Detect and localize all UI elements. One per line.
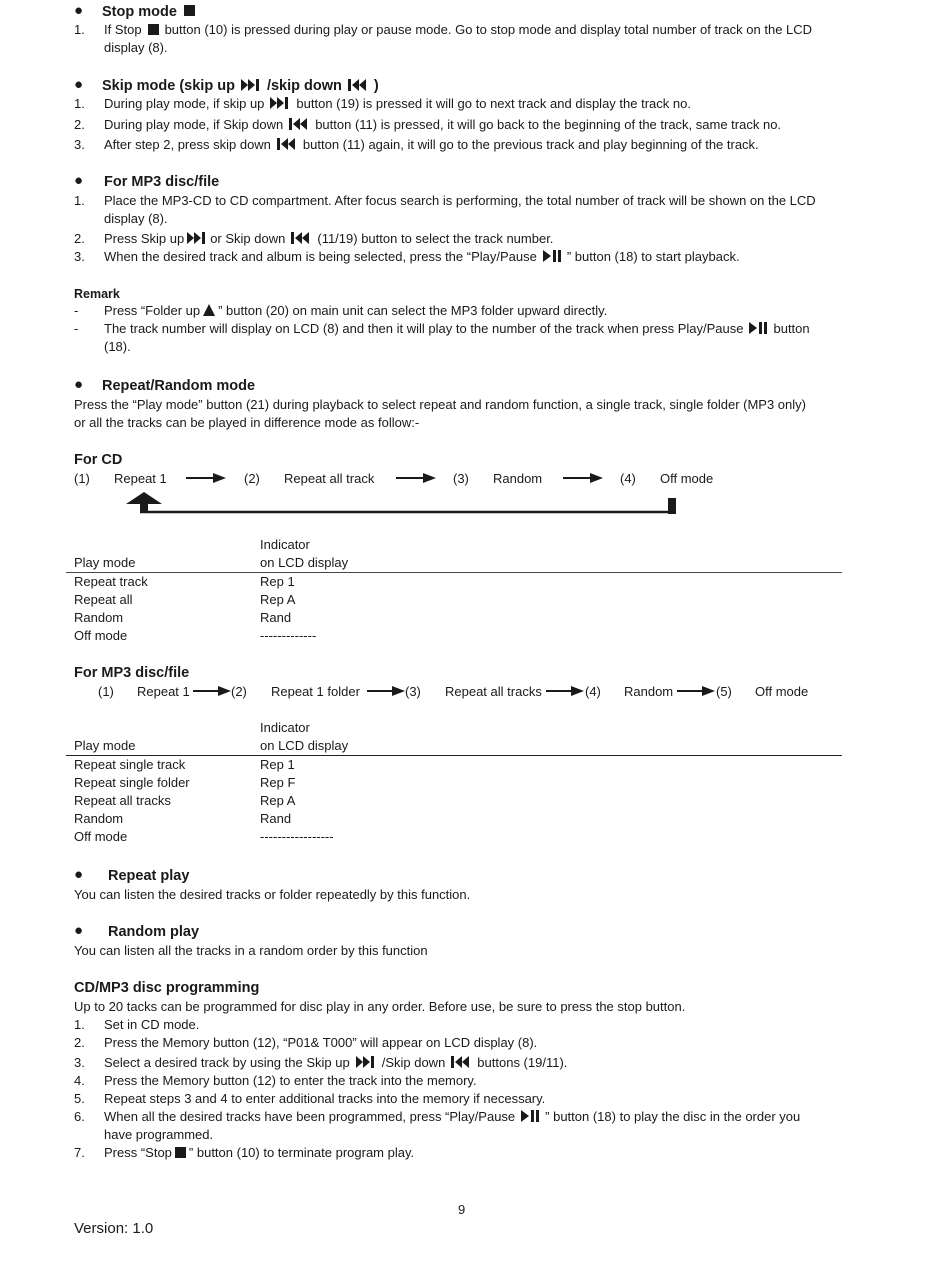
table-header-indicator-2: on LCD display: [260, 555, 349, 570]
play-pause-icon: [749, 322, 767, 338]
list-item-text: Select a desired track by using the Skip up /Skip down buttons (19/11).: [104, 1055, 568, 1070]
bullet-icon: ●: [74, 922, 84, 939]
table-cell-indicator: Rep 1: [260, 757, 295, 772]
paragraph: Up to 20 tacks can be programmed for disc play in any order. Before use, be sure to press the stop button.: [74, 999, 686, 1014]
table-cell-mode: Random: [74, 610, 124, 625]
skip-down-icon: [291, 232, 311, 248]
table-cell-mode: Random: [74, 811, 124, 826]
list-item-text: Press “Stop ” button (10) to terminate program play.: [104, 1145, 415, 1160]
list-number: 3.: [74, 1055, 85, 1070]
bullet-icon: ●: [74, 376, 84, 393]
table-header-indicator: Indicator: [260, 537, 310, 552]
loop-back-arrow: [122, 490, 682, 518]
skip-up-icon: [241, 78, 261, 96]
arrow-right-icon: [396, 472, 436, 484]
table-cell-indicator: Rand: [260, 811, 292, 826]
list-number: 2.: [74, 117, 85, 132]
paragraph: or all the tracks can be played in difference mode as follow:-: [74, 415, 420, 430]
list-dash: -: [74, 321, 79, 336]
paragraph: You can listen the desired tracks or folder repeatedly by this function.: [74, 887, 471, 902]
mp3-heading: For MP3 disc/file: [104, 174, 220, 190]
flow-step-label: Repeat 1 folder: [271, 684, 360, 699]
flow-step-number: (3): [453, 471, 469, 486]
list-item-text: The track number will display on LCD (8) and then it will play to the number of the track when press Play/Pause button: [104, 321, 810, 336]
repeat-random-heading: Repeat/Random mode: [102, 378, 256, 394]
list-number: 5.: [74, 1091, 85, 1106]
stop-icon: [148, 23, 159, 39]
table-cell-indicator: -----------------: [260, 829, 334, 844]
list-number: 1.: [74, 1017, 85, 1032]
skip-down-icon: [451, 1056, 471, 1072]
list-item-continuation: display (8).: [104, 211, 168, 226]
version-label: Version: 1.0: [74, 1220, 154, 1237]
list-item-text: After step 2, press skip down button (11) again, it will go to the previous track and play beginning of the track.: [104, 137, 759, 152]
flow-step-label: Repeat all tracks: [445, 684, 542, 699]
list-item-text: Repeat steps 3 and 4 to enter additional tracks into the memory if necessary.: [104, 1091, 546, 1106]
table-cell-indicator: Rep 1: [260, 574, 295, 589]
table-divider: [66, 572, 842, 573]
play-pause-icon: [521, 1110, 539, 1126]
table-cell-mode: Repeat all: [74, 592, 133, 607]
table-header-play-mode: Play mode: [74, 555, 136, 570]
table-cell-mode: Repeat all tracks: [74, 793, 171, 808]
list-item-text: If Stop button (10) is pressed during play or pause mode. Go to stop mode and display total number of track on the LCD: [104, 22, 813, 37]
skip-down-icon: [277, 138, 297, 154]
list-item-text: Press “Folder up ” button (20) on main unit can select the MP3 folder upward directly.: [104, 303, 608, 318]
table-header-indicator: Indicator: [260, 720, 310, 735]
page-number: 9: [458, 1202, 466, 1217]
list-item-text: When all the desired tracks have been programmed, press “Play/Pause ” button (18) to play the disc in the order you: [104, 1109, 801, 1124]
list-item-continuation: have programmed.: [104, 1127, 214, 1142]
list-item-text: Press the Memory button (12), “P01& T000” will appear on LCD display (8).: [104, 1035, 538, 1050]
list-item-text: Press Skip up or Skip down (11/19) button to select the track number.: [104, 231, 554, 246]
list-item-text: Place the MP3-CD to CD compartment. After focus search is performing, the total number of track will be shown on the LCD: [104, 193, 816, 208]
stop-mode-heading: Stop mode: [102, 4, 177, 20]
play-pause-icon: [543, 250, 561, 266]
programming-heading: CD/MP3 disc programming: [74, 980, 260, 996]
remark-heading: Remark: [74, 287, 120, 301]
stop-icon: [184, 4, 195, 20]
skip-mode-heading: Skip mode (skip up /skip down ): [102, 78, 379, 94]
list-number: 3.: [74, 249, 85, 264]
random-play-heading: Random play: [108, 924, 200, 940]
table-cell-indicator: Rep A: [260, 793, 296, 808]
list-item-text: Set in CD mode.: [104, 1017, 200, 1032]
flow-step-number: (4): [585, 684, 601, 699]
flow-step-number: (1): [74, 471, 90, 486]
arrow-right-icon: [563, 472, 603, 484]
flow-step-label: Random: [624, 684, 674, 699]
list-number: 7.: [74, 1145, 85, 1160]
list-number: 2.: [74, 231, 85, 246]
bullet-icon: ●: [74, 866, 84, 883]
bullet-icon: ●: [74, 76, 84, 93]
arrow-right-icon: [367, 685, 405, 697]
list-item-continuation: (18).: [104, 339, 131, 354]
flow-step-label: Off mode: [660, 471, 714, 486]
skip-up-icon: [270, 97, 290, 113]
flow-step-number: (2): [231, 684, 247, 699]
table-header-indicator-2: on LCD display: [260, 738, 349, 753]
stop-icon: [175, 1146, 186, 1162]
arrow-right-icon: [677, 685, 715, 697]
repeat-play-heading: Repeat play: [108, 868, 190, 884]
flow-step-number: (2): [244, 471, 260, 486]
paragraph: Press the “Play mode” button (21) during playback to select repeat and random function, a single track, single folder (MP3 only): [74, 397, 806, 412]
list-number: 6.: [74, 1109, 85, 1124]
skip-up-icon: [187, 232, 207, 248]
table-cell-mode: Repeat single folder: [74, 775, 190, 790]
list-item-text: When the desired track and album is being selected, press the “Play/Pause ” button (18) to start playback.: [104, 249, 740, 264]
table-divider: [66, 755, 842, 756]
flow-step-label: Repeat all track: [284, 471, 375, 486]
skip-up-icon: [356, 1056, 376, 1072]
list-number: 2.: [74, 1035, 85, 1050]
table-cell-mode: Repeat track: [74, 574, 148, 589]
list-number: 4.: [74, 1073, 85, 1088]
table-cell-indicator: -------------: [260, 628, 317, 643]
folder-up-icon: [203, 304, 215, 320]
list-item-continuation: display (8).: [104, 40, 168, 55]
list-number: 1.: [74, 193, 85, 208]
flow-step-number: (1): [98, 684, 114, 699]
flow-step-number: (4): [620, 471, 636, 486]
for-mp3-heading: For MP3 disc/file: [74, 665, 190, 681]
table-cell-mode: Off mode: [74, 829, 128, 844]
list-number: 3.: [74, 137, 85, 152]
flow-step-label: Off mode: [755, 684, 809, 699]
list-dash: -: [74, 303, 79, 318]
table-header-play-mode: Play mode: [74, 738, 136, 753]
table-cell-indicator: Rep F: [260, 775, 296, 790]
paragraph: You can listen all the tracks in a random order by this function: [74, 943, 428, 958]
arrow-right-icon: [186, 472, 226, 484]
for-cd-heading: For CD: [74, 452, 123, 468]
flow-step-number: (5): [716, 684, 732, 699]
arrow-right-icon: [546, 685, 584, 697]
list-item-text: During play mode, if skip up button (19) is pressed it will go to next track and display the track no.: [104, 96, 691, 111]
arrow-right-icon: [193, 685, 231, 697]
table-cell-indicator: Rep A: [260, 592, 296, 607]
table-cell-mode: Repeat single track: [74, 757, 186, 772]
list-number: 1.: [74, 96, 85, 111]
table-cell-mode: Off mode: [74, 628, 128, 643]
list-item-text: Press the Memory button (12) to enter the track into the memory.: [104, 1073, 477, 1088]
table-cell-indicator: Rand: [260, 610, 292, 625]
bullet-icon: ●: [74, 2, 84, 19]
flow-step-label: Repeat 1: [137, 684, 190, 699]
flow-step-label: Random: [493, 471, 543, 486]
list-number: 1.: [74, 22, 85, 37]
skip-down-icon: [348, 78, 368, 96]
flow-step-number: (3): [405, 684, 421, 699]
flow-step-label: Repeat 1: [114, 471, 167, 486]
skip-down-icon: [289, 118, 309, 134]
bullet-icon: ●: [74, 172, 84, 189]
list-item-text: During play mode, if Skip down button (11) is pressed, it will go back to the beginning of the track, same track no.: [104, 117, 782, 132]
